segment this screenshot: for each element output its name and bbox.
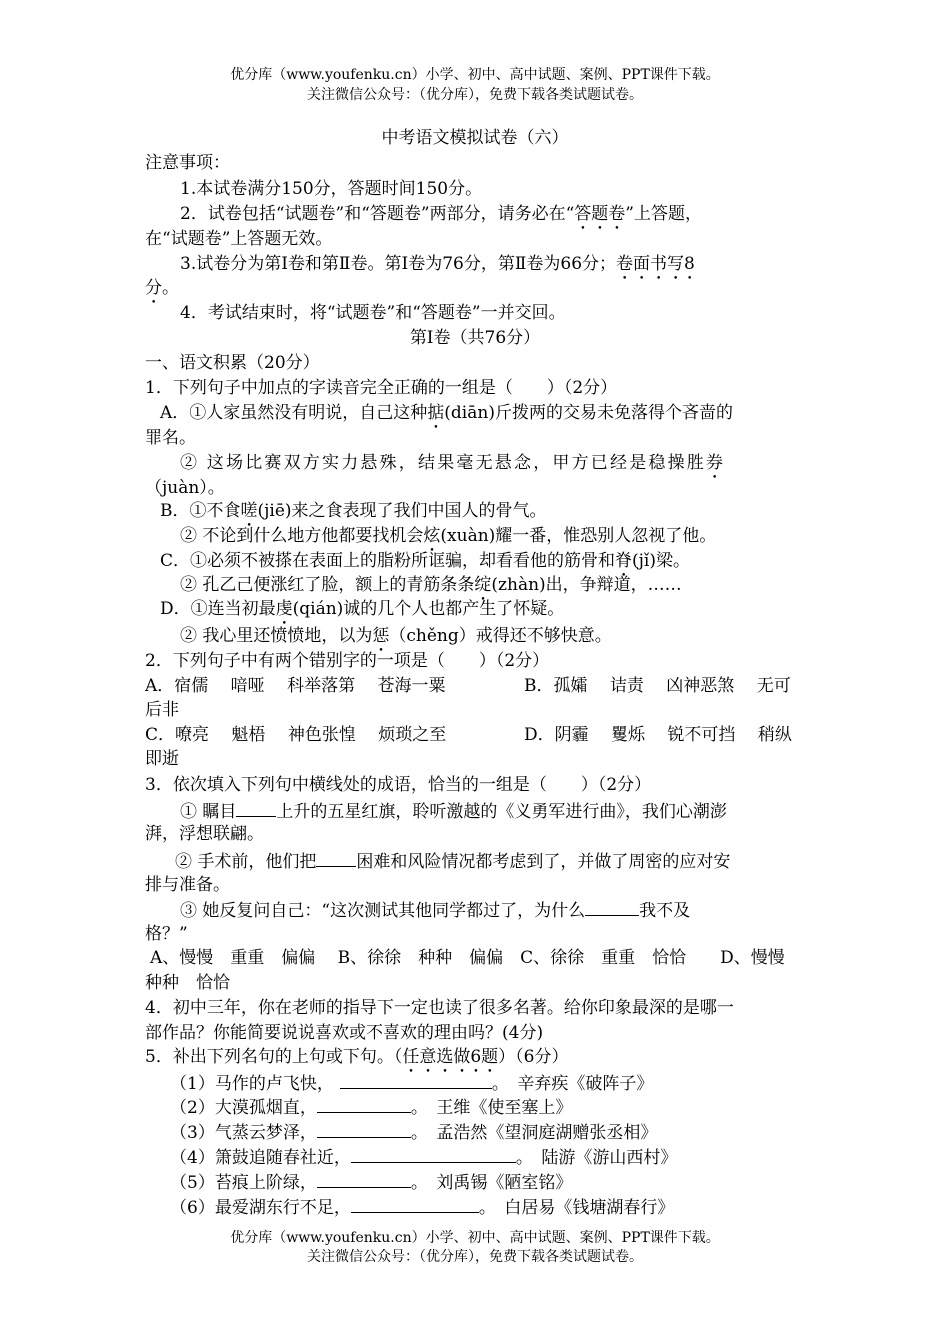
q1-a1-tail: (diān)斤拨两的交易未免落得个吝啬的 (444, 403, 733, 423)
q1-d1-text: D．①连当初最 (160, 599, 276, 619)
q4-line-1: 4．初中三年，你在老师的指导下一定也读了很多名著。给你印象最深的是哪一 (145, 998, 734, 1018)
q4-line-2: 部作品？你能简要说说喜欢或不喜欢的理由吗？(4分) (145, 1023, 544, 1043)
q1-b2-text: ② 不论到什么地方他都要找机会 (180, 526, 424, 546)
notice-item-3-text: 3.试卷分为第Ⅰ卷和第Ⅱ卷。第Ⅰ卷为76分，第Ⅱ卷为66分； (180, 254, 617, 274)
header-line-1: 优分库（www.youfenku.cn）小学、初中、高中试题、案例、PPT课件下载。 (230, 67, 720, 83)
q5-item-source: 。 王维《使至塞上》 (410, 1098, 573, 1118)
q3-sentence-2 (175, 850, 730, 873)
q3-sentence-3 (180, 899, 690, 922)
q5-item-text: （2）大漠孤烟直， (170, 1098, 317, 1118)
q3-s3-tail: 我不及 (639, 901, 691, 921)
notice-item-3-tail: 。 (162, 278, 179, 298)
q2-stem: 2．下列句子中有两个错别字的一项是（ ）（2分） (145, 651, 550, 671)
q3-s1-text: ① 瞩目 (180, 802, 237, 822)
q1-c1-tail: (jǐ)梁。 (632, 551, 690, 571)
q3-blank-2 (316, 850, 356, 867)
notice-item-3-cont (145, 277, 179, 308)
q1-c1-text: C．①必须不被搽在表面上的脂粉所诓骗，却看看他的筋骨和 (160, 551, 616, 571)
q1-b1-emphasis: 嗟 (240, 501, 258, 521)
q2-option-c: C．嘹亮 魁梧 神色张惶 烦琐之至 (145, 725, 447, 745)
q5-item-source: 。 陆游《游山西村》 (515, 1148, 678, 1168)
page-title: 中考语文模拟试卷（六） (381, 128, 569, 148)
q3-blank-1 (236, 800, 276, 817)
notice-item-3 (180, 253, 695, 284)
q3-sentence-1-cont: 湃，浮想联翩。 (145, 824, 264, 844)
notice-heading: 注意事项： (145, 153, 230, 173)
q1-d1-tail: (qián)诚的几个人也都产生了怀疑。 (292, 599, 565, 619)
q1-b2-tail: (xuàn)耀一番，惟恐别人忽视了他。 (440, 526, 717, 546)
section-1-heading: 一、语文积累（20分） (145, 353, 320, 373)
q5-item (170, 1121, 657, 1144)
q3-sentence-3-cont: 格？” (145, 924, 188, 944)
q1-d2-emphasis: 惩 (372, 626, 390, 646)
q3-sentence-2-cont: 排与准备。 (145, 875, 230, 895)
q5-item-text: （4）箫鼓追随春社近， (170, 1148, 351, 1168)
q3-s3-text: ③ 她反复问自己：“这次测试其他同学都过了，为什么 (180, 901, 586, 921)
q5-item-text: （1）马作的卢飞快， (170, 1074, 334, 1094)
q3-s2-text: ② 手术前，他们把 (175, 852, 317, 872)
q5-item-text: （5）苔痕上阶绿， (170, 1173, 317, 1193)
q5-item-text: （3）气蒸云梦泽， (170, 1123, 317, 1143)
q3-sentence-1 (180, 800, 727, 823)
q3-options-cont: 种种 恰恰 (145, 973, 230, 993)
q1-b1-tail: (jiē)来之食表现了我们中国人的骨气。 (257, 501, 547, 521)
q1-c2-emphasis: 绽 (474, 575, 492, 595)
q1-option-a-2 (180, 452, 725, 483)
q3-blank-3 (585, 899, 639, 916)
q3-s2-tail: 困难和风险情况都考虑到了，并做了周密的应对安 (356, 852, 731, 872)
q1-option-a-2-cont: （juàn）。 (145, 478, 225, 498)
q3-s1-tail: 上升的五星红旗，聆听激越的《义勇军进行曲》，我们心潮澎 (276, 802, 727, 822)
q1-a2-text: ② 这场比赛双方实力悬殊，结果毫无悬念，甲方已经是稳操胜 (180, 453, 707, 473)
q3-options: A、慢慢 重重 偏偏 B、徐徐 种种 偏偏 C、徐徐 重重 恰恰 D、慢慢 (150, 948, 785, 968)
q1-c1-emphasis: 脊 (615, 551, 633, 571)
q5-item-text: （6）最爱湖东行不足， (170, 1198, 351, 1218)
q5-item (170, 1171, 572, 1194)
q5-item-source: 。 孟浩然《望洞庭湖赠张丞相》 (410, 1123, 658, 1143)
q5-item-blank (317, 1096, 411, 1113)
notice-item-2-tail: ”上答题， (625, 204, 702, 224)
q5-item (170, 1072, 653, 1095)
q1-a2-emphasis: 券 (706, 453, 726, 473)
q5-item-source: 。 辛弃疾《破阵子》 (491, 1074, 654, 1094)
q1-a1-text: A．①人家虽然没有明说，自己这种 (160, 403, 428, 423)
q1-d1-emphasis: 虔 (275, 599, 293, 619)
q2-option-a: A．宿儒 喑哑 科举落第 苍海一粟 (145, 676, 446, 696)
part1-title: 第Ⅰ卷（共76分） (409, 328, 541, 348)
q1-d2-text: ② 我心里还愤愤地，以为 (180, 626, 373, 646)
q5-stem-text: 5．补出下列名句的上句或下句。（ (145, 1047, 403, 1067)
q1-d2-tail: （chěng）戒得还不够快意。 (389, 626, 612, 646)
q2-option-b-cont: 后非 (145, 700, 179, 720)
q1-c2-tail: (zhàn)出，争辩道，…… (491, 575, 682, 595)
q5-stem-tail: ）（6分） (498, 1047, 569, 1067)
q5-item-blank (351, 1146, 516, 1163)
notice-item-3-emphasis-cont: 分 (145, 278, 162, 298)
notice-item-1: 1.本试卷满分150分，答题时间150分。 (180, 179, 483, 199)
header-line-2: 关注微信公众号：（优分库），免费下载各类试题试卷。 (307, 87, 643, 103)
q1-a1-emphasis: 掂 (427, 403, 445, 423)
notice-item-2-text: 2．试卷包括“试题卷”和“答题卷”两部分，请务必在“ (180, 204, 575, 224)
notice-item-2-cont: 在“试题卷”上答题无效。 (145, 229, 333, 249)
q5-item (170, 1196, 674, 1219)
q5-item-blank (317, 1121, 411, 1138)
q1-b1-text: B．①不食 (160, 501, 241, 521)
q5-item-source: 。 白居易《钱塘湖春行》 (478, 1198, 675, 1218)
notice-item-4: 4．考试结束时，将“试题卷”和“答题卷”一并交回。 (180, 303, 566, 323)
notice-item-3-emphasis: 卷面书写8 (616, 254, 695, 274)
q1-option-a-1 (160, 402, 733, 433)
footer-line-1: 优分库（www.youfenku.cn）小学、初中、高中试题、案例、PPT课件下载。 (230, 1230, 720, 1246)
q1-option-a-1-cont: 罪名。 (145, 428, 196, 448)
q1-b2-emphasis: 炫 (423, 526, 441, 546)
q5-item (170, 1096, 572, 1119)
q1-c2-text: ② 孔乙己便涨红了脸，额上的青筋条条 (180, 575, 475, 595)
q5-item-blank (340, 1072, 492, 1089)
q5-item-blank (351, 1196, 479, 1213)
q5-item-source: 。 刘禹锡《陋室铭》 (410, 1173, 573, 1193)
q3-stem: 3．依次填入下列句中横线处的成语，恰当的一组是（ ）（2分） (145, 775, 652, 795)
footer-line-2: 关注微信公众号：（优分库），免费下载各类试题试卷。 (307, 1249, 643, 1265)
q5-stem-emphasis: 任意选做6题 (402, 1047, 499, 1067)
q2-option-d: D．阴霾 矍烁 锐不可挡 稍纵 (524, 725, 792, 745)
q5-item (170, 1146, 677, 1169)
q1-stem: 1．下列句子中加点的字读音完全正确的一组是（ ）（2分） (145, 378, 618, 398)
q2-option-b: B．孤孀 诘责 凶神恶煞 无可 (524, 676, 791, 696)
q2-option-d-cont: 即逝 (145, 749, 179, 769)
q5-item-blank (317, 1171, 411, 1188)
notice-item-2-emphasis: 答题卷 (574, 204, 626, 224)
